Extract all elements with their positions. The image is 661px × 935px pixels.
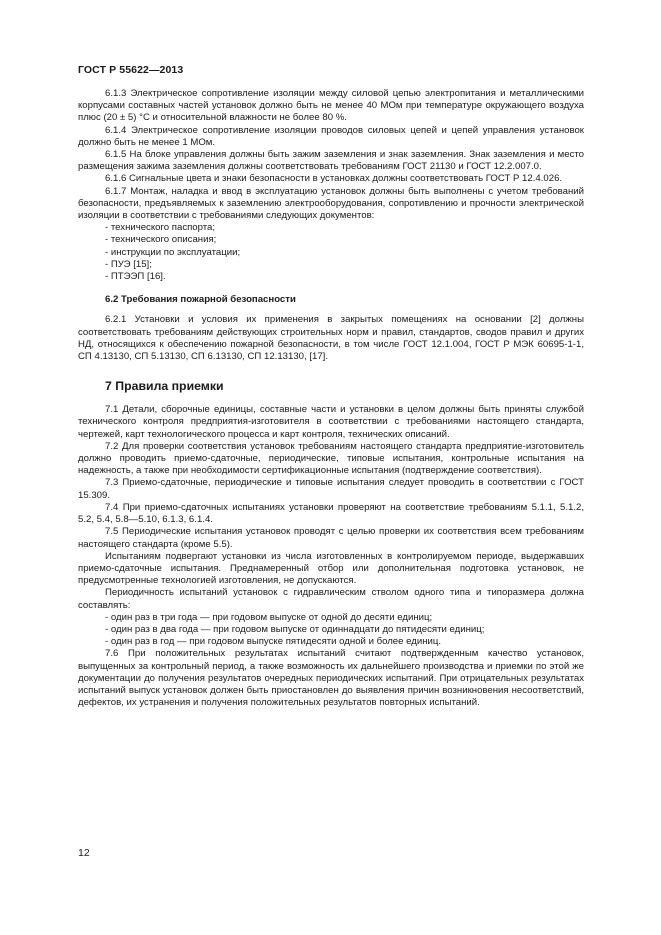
paragraph: 6.2.1 Установки и условия их применения в закрытых помещениях на основании [2] должны соответствовать требованиям действующих строительных норм и правил, стандартов, сводов правил и других НД, относящихся к обеспечению пожарной безопасности, в том числе ГОСТ 12.1.004, ГОСТ Р МЭК 60695-1-1, СП 4.13130, СП 5.13130, СП 6.13130, СП 12.13130, [17]. [78, 314, 584, 363]
document-body [78, 88, 584, 709]
paragraph: 6.1.6 Сигнальные цвета и знаки безопасности в установках должны соответствовать ГОСТ Р 12.4.026. [105, 173, 563, 185]
paragraph: 6.1.3 Электрическое сопротивление изоляции между силовой цепью электропитания и металлическими корпусами составных частей установок должно быть не менее 40 МОм при температуре окружающего воздуха плюс (20 ± 5) °С и относительной влажности не более 80 %. [78, 88, 584, 124]
paragraph: 6.1.5 На блоке управления должны быть зажим заземления и знак заземления. Знак заземления и место размещения зажима заземления должны соответствовать требованиям ГОСТ 21130 и ГОСТ 12.2.007.0. [78, 149, 584, 173]
paragraph: 6.1.4 Электрическое сопротивление изоляции проводов силовых цепей и цепей управления установок должно быть не менее 1 МОм. [78, 124, 584, 148]
section-heading: 7 Правила приемки [105, 379, 224, 394]
list-item: - технического паспорта; [105, 222, 216, 234]
paragraph: 7.2 Для проверки соответствия установок требованиям настоящего стандарта предприятие-изготовитель должно проводить приемо-сдаточные, периодические, типовые испытания, контрольные испытания на надежность, а также при необходимости сертификационные испытания (подтверждение соответствия). [78, 440, 584, 477]
list-item: - технического описания; [105, 234, 217, 246]
page-number: 12 [78, 847, 90, 859]
paragraph: 7.1 Детали, сборочные единицы, составные части и установки в целом должны быть приняты службой технического контроля предприятия-изготовителя в соответствии с требованиями настоящего стандарта, чертежей, карт технологического процесса и карт контроля, технических описаний. [78, 404, 584, 440]
list-item: - ПУЭ [15]; [105, 258, 152, 270]
list-item: - один раз в два года — при годовом выпуске от одиннадцати до пятидесяти единиц; [105, 623, 485, 635]
paragraph: 7.6 При положительных результатах испытаний считают подтвержденным качество установок, выпущенных за контрольный период, а также возможность их дальнейшего производства и приемки по этой же документации до получения результатов очередных периодических испытаний. При отрицательных результатах испытаний выпуск установок должен быть приостановлен до выявления причин возникновения несоответствий, дефектов, их устранения и получения положительных результатов повторных испытаний. [78, 648, 584, 709]
list-item: - один раз в год — при годовом выпуске пятидесяти одной и более единиц. [105, 636, 442, 648]
list-item: - инструкции по эксплуатации; [105, 246, 241, 258]
list-item: - ПТЭЭП [16]. [105, 271, 166, 283]
paragraph: Периодичность испытаний установок с гидравлическим стволом одного типа и типоразмера должна составлять: [78, 587, 584, 611]
paragraph: 7.3 Приемо-сдаточные, периодические и типовые испытания следует проводить в соответствии с ГОСТ 15.309. [78, 477, 584, 501]
paragraph: 6.1.7 Монтаж, наладка и ввод в эксплуатацию установок должны быть выполнены с учетом требований безопасности, предъявляемых к заземлению электрооборудования, сопротивлению и прочности электрической изоляции в соответствии с требованиями следующих документов: [78, 185, 584, 222]
paragraph: 7.4 При приемо-сдаточных испытаниях установки проверяют на соответствие требованиям 5.1.1, 5.1.2, 5.2, 5.4, 5.8—5.10, 6.1.3, 6.1.4. [78, 501, 584, 526]
standard-header: ГОСТ Р 55622—2013 [78, 64, 184, 76]
list-item: - один раз в три года — при годовом выпуске от одной до десяти единиц; [105, 611, 433, 623]
paragraph: 7.5 Периодические испытания установок проводят с целью проверки их соответствия всем требованиям настоящего стандарта (кроме 5.5). [78, 526, 584, 550]
paragraph: Испытаниям подвергают установки из числа изготовленных в контролируемом периоде, выдержавших приемо-сдаточные испытания. Преднамеренный отбор или дополнительная подготовка установок, не предусмотренные технологией изготовления, не допускаются. [78, 550, 584, 587]
subsection-heading: 6.2 Требования пожарной безопасности [105, 294, 296, 306]
